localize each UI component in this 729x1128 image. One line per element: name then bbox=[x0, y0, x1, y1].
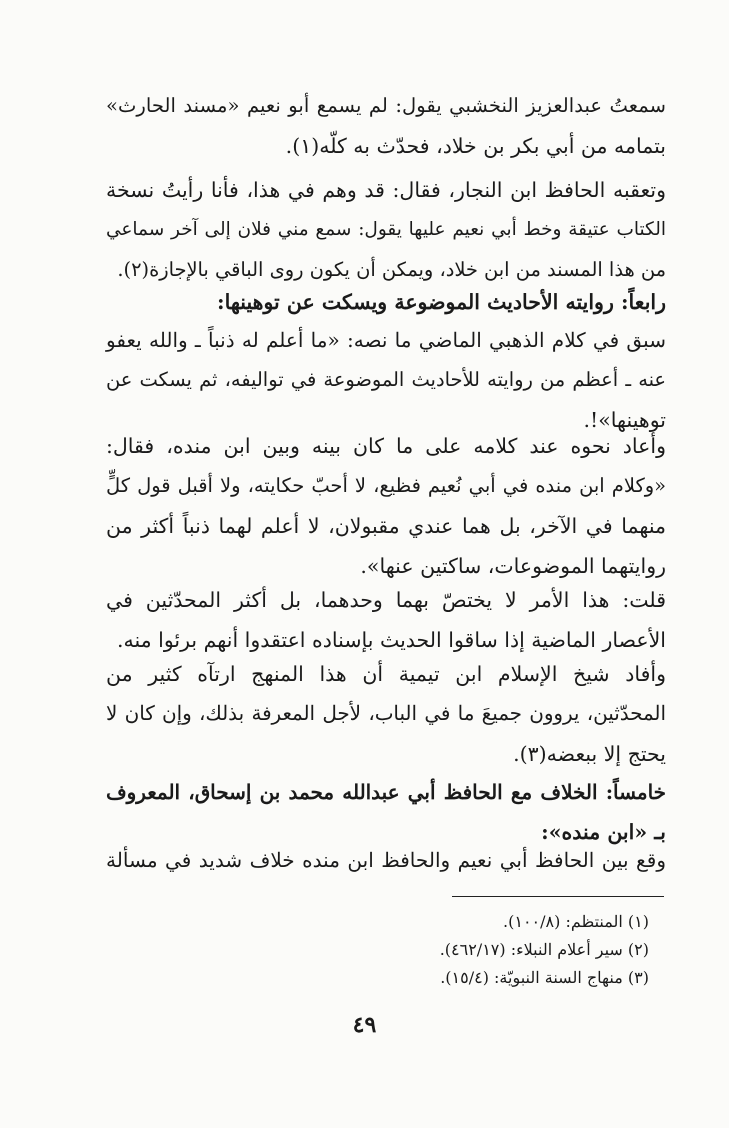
heading-line: بـ «ابن منده»: bbox=[541, 820, 666, 844]
text-line: روايتهما الموضوعات، ساكتين عنها». bbox=[360, 554, 666, 578]
text-line: المحدّثين، يروون جميعَ ما في الباب، لأجل المعرفة بذلك، وإن كان لا bbox=[106, 702, 666, 725]
text-line: منهما في الآخر، بل هما عندي مقبولان، لا أعلم لهما ذنباً أكثر من bbox=[106, 514, 666, 538]
text-line: وقع بين الحافظ أبي نعيم والحافظ ابن منده خلاف شديد في مسألة bbox=[106, 848, 666, 872]
paragraph-5 bbox=[106, 580, 666, 660]
heading-line: خامساً: الخلاف مع الحافظ أبي عبدالله محمد بن إسحاق، المعروف bbox=[106, 780, 666, 804]
text-line: «وكلام ابن منده في أبي نُعيم فظيع، لا أحبّ حكايته، ولا أقبل قول كلٍّ bbox=[106, 474, 666, 497]
text-line: عنه ـ أعظم من روايته للأحاديث الموضوعة في تواليفه، ثم يسكت عن bbox=[106, 368, 666, 391]
text-line: الكتاب عتيقة وخط أبي نعيم عليها يقول: سمع مني فلان إلى آخر سماعي bbox=[106, 219, 666, 240]
text-line: سبق في كلام الذهبي الماضي ما نصه: «ما أعلم له ذنباً ـ والله يعفو bbox=[106, 328, 666, 352]
footnote-2: (٢) سير أعلام النبلاء: (٤٦٢/١٧). bbox=[439, 940, 649, 959]
footnote-separator bbox=[452, 896, 664, 897]
text-line: من هذا المسند من ابن خلاد، ويمكن أن يكون روى الباقي بالإجازة(٢). bbox=[117, 258, 666, 281]
footnotes bbox=[349, 908, 649, 992]
text-line: وأفاد شيخ الإسلام ابن تيمية أن هذا المنهج ارتآه كثير من bbox=[106, 662, 667, 686]
paragraph-1 bbox=[106, 86, 666, 166]
text-line: سمعتُ عبدالعزيز النخشبي يقول: لم يسمع أبو نعيم «مسند الحارث» bbox=[106, 94, 666, 117]
section-heading-4 bbox=[106, 282, 666, 322]
paragraph-3 bbox=[106, 320, 666, 440]
text-line: قلت: هذا الأمر لا يختصّ بهما وحدهما، بل أكثر المحدّثين في bbox=[106, 588, 666, 612]
paragraph-2 bbox=[106, 170, 666, 290]
text-line: وتعقبه الحافظ ابن النجار، فقال: قد وهم في هذا، فأنا رأيتُ نسخة bbox=[106, 178, 666, 202]
footnote-1: (١) المنتظم: (١٠٠/٨). bbox=[503, 912, 649, 931]
paragraph-4 bbox=[106, 426, 666, 586]
paragraph-7 bbox=[106, 840, 666, 880]
text-line: وأعاد نحوه عند كلامه على ما كان بينه وبين ابن منده، فقال: bbox=[106, 434, 666, 458]
text-line: يحتج إلا ببعضه(٣). bbox=[513, 742, 666, 766]
text-line: الأعصار الماضية إذا ساقوا الحديث بإسناده اعتقدوا أنهم برئوا منه. bbox=[116, 628, 666, 652]
heading-line: رابعاً: روايته الأحاديث الموضوعة ويسكت عن توهينها: bbox=[217, 290, 666, 314]
paragraph-6 bbox=[106, 654, 666, 774]
footnote-3: (٣) منهاج السنة النبويّة: (١٥/٤). bbox=[440, 968, 649, 987]
page-number: ٤٩ bbox=[352, 1012, 377, 1038]
text-line: توهينها»!. bbox=[583, 408, 666, 432]
text-line: بتمامه من أبي بكر بن خلاد، فحدّث به كلّه(١). bbox=[285, 134, 666, 158]
